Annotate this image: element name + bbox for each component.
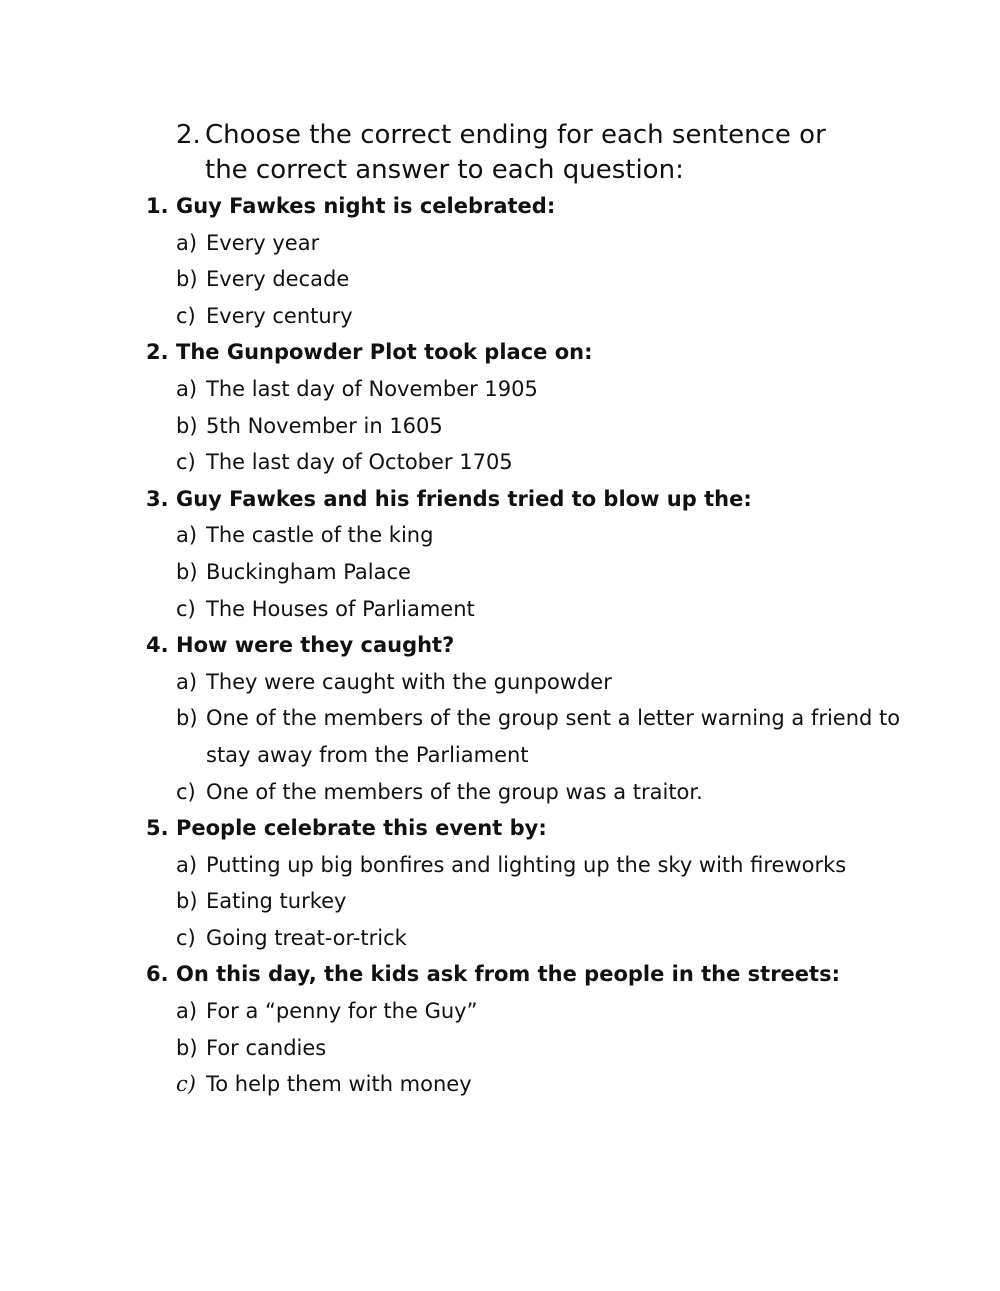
- option-letter: c): [176, 303, 196, 328]
- option-text: The Houses of Parliament: [206, 596, 475, 621]
- question-number: 4.: [146, 633, 169, 658]
- exercise-number: 2.: [176, 120, 201, 150]
- option-5c[interactable]: [146, 920, 906, 957]
- question-text: Guy Fawkes and his friends tried to blow up the:: [176, 486, 752, 511]
- question-text: People celebrate this event by:: [176, 816, 547, 841]
- question-3-stem: [146, 481, 906, 518]
- question-number: 2.: [146, 340, 169, 365]
- question-4-stem: [146, 627, 906, 664]
- option-letter: b): [176, 413, 198, 438]
- option-3c[interactable]: [146, 591, 906, 628]
- option-3b[interactable]: [146, 554, 906, 591]
- option-letter: c): [176, 779, 196, 804]
- option-letter: c): [176, 596, 196, 621]
- question-number: 6.: [146, 962, 169, 987]
- option-letter: b): [176, 706, 198, 731]
- option-6c[interactable]: [146, 1066, 906, 1103]
- exercise-instruction: Choose the correct ending for each sentence or the correct answer to each question:: [205, 120, 826, 185]
- option-text: To help them with money: [206, 1072, 472, 1097]
- option-6a[interactable]: [146, 993, 906, 1030]
- question-number: 1.: [146, 194, 169, 218]
- question-list: [146, 188, 906, 1103]
- option-text: Every century: [206, 303, 353, 328]
- option-text: One of the members of the group was a traitor.: [206, 779, 703, 804]
- option-4a[interactable]: [146, 664, 906, 701]
- option-letter: a): [176, 230, 198, 255]
- option-letter: a): [176, 999, 198, 1024]
- option-text: Buckingham Palace: [206, 559, 411, 584]
- option-letter: b): [176, 267, 198, 292]
- option-text: 5th November in 1605: [206, 413, 443, 438]
- question-text: How were they caught?: [176, 633, 455, 658]
- option-letter: b): [176, 559, 198, 584]
- question-1-stem: [146, 188, 906, 225]
- option-2b[interactable]: [146, 408, 906, 445]
- option-text: The last day of November 1905: [206, 376, 538, 401]
- option-text: Eating turkey: [206, 889, 347, 914]
- option-1a[interactable]: [146, 225, 906, 262]
- question-2-stem: [146, 334, 906, 371]
- question-text: Guy Fawkes night is celebrated:: [176, 194, 556, 218]
- option-letter: a): [176, 852, 198, 877]
- option-5a[interactable]: [146, 847, 906, 884]
- option-letter: b): [176, 1035, 198, 1060]
- option-5b[interactable]: [146, 883, 906, 920]
- question-6-stem: [146, 956, 906, 993]
- question-1: [146, 188, 906, 334]
- question-5-stem: [146, 810, 906, 847]
- option-text: The castle of the king: [206, 523, 434, 548]
- option-letter: a): [176, 669, 198, 694]
- option-letter: c): [176, 1072, 196, 1097]
- question-number: 5.: [146, 816, 169, 841]
- option-2a[interactable]: [146, 371, 906, 408]
- option-text: The last day of October 1705: [206, 450, 513, 475]
- option-2c[interactable]: [146, 444, 906, 481]
- option-letter: a): [176, 523, 198, 548]
- option-text: For candies: [206, 1035, 327, 1060]
- question-4: [146, 627, 906, 810]
- option-text: Going treat-or-trick: [206, 925, 407, 950]
- option-6b[interactable]: [146, 1030, 906, 1067]
- option-letter: c): [176, 925, 196, 950]
- option-1b[interactable]: [146, 261, 906, 298]
- option-4c[interactable]: [146, 774, 906, 811]
- option-4b[interactable]: [146, 700, 906, 773]
- question-6: [146, 956, 906, 1102]
- question-5: [146, 810, 906, 956]
- option-letter: c): [176, 450, 196, 475]
- option-text: They were caught with the gunpowder: [206, 669, 612, 694]
- option-text: For a “penny for the Guy”: [206, 999, 478, 1024]
- option-text: Every decade: [206, 267, 350, 292]
- question-number: 3.: [146, 486, 169, 511]
- option-letter: b): [176, 889, 198, 914]
- option-text: Putting up big bonfires and lighting up the sky with fireworks: [206, 852, 847, 877]
- option-text: Every year: [206, 230, 320, 255]
- exercise-heading: [176, 118, 876, 188]
- option-1c[interactable]: [146, 298, 906, 335]
- option-text: One of the members of the group sent a letter warning a friend to stay away from the Parliament: [206, 706, 901, 767]
- question-3: [146, 481, 906, 627]
- question-2: [146, 334, 906, 480]
- question-text: On this day, the kids ask from the people in the streets:: [176, 962, 840, 987]
- question-text: The Gunpowder Plot took place on:: [176, 340, 593, 365]
- option-3a[interactable]: [146, 517, 906, 554]
- option-letter: a): [176, 376, 198, 401]
